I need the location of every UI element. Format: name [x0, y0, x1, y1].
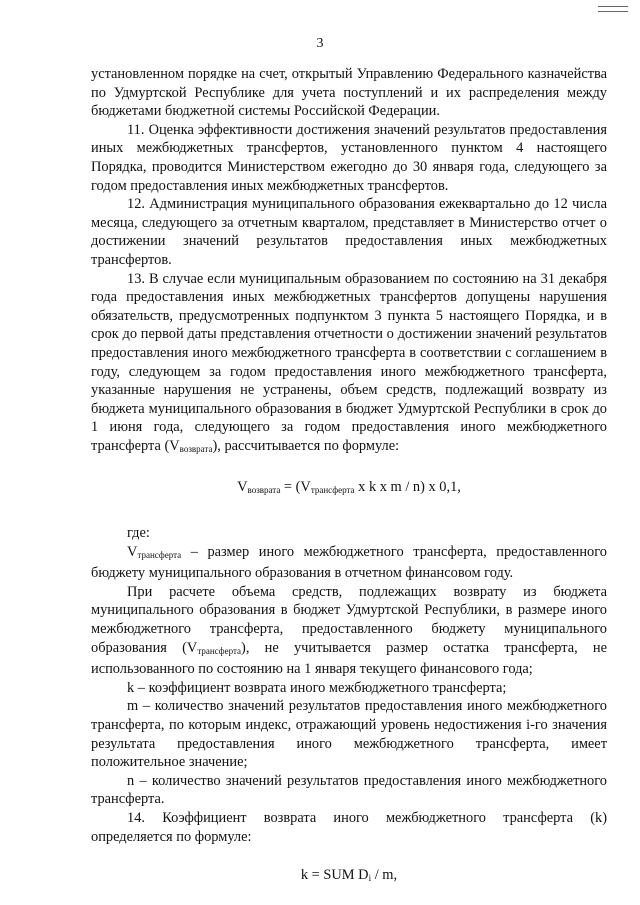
page-number: 3 — [316, 36, 324, 51]
paragraph-continuation: установленном порядке на счет, открытый Управлению Федерального казначейства по Удмуртской Республике для учета поступлений и их распределения между бюджетами бюджетной системы Российской Федерации. — [91, 66, 607, 120]
definition-m: m – количество значений результатов предоставления иного межбюджетного трансферта, по которым индекс, отражающий уровень недостижения i-го значения результата предоставления иного межбюджетного трансферта, имеет положительное значение; — [91, 698, 607, 771]
formula-eq: = (V — [280, 479, 311, 496]
paragraph-calculation-note — [91, 583, 607, 679]
paragraph-12: 12. Администрация муниципального образования ежеквартально до 12 числа месяца, следующего за отчетным кварталом, представляет в Министерство отчет о достижении значений результатов предоставления иных межбюджетных трансфертов. — [91, 196, 607, 268]
definition-k: k – коэффициент возврата иного межбюджетного трансферта; — [127, 679, 507, 696]
calc-text: При расчете объема средств, подлежащих возврату из бюджета муниципального образования в бюджет Удмуртской Республики, в размере иного межбюджетного трансферта, предоставленного бюджету муниципального образования (V — [91, 583, 607, 656]
definition-v-transfer: $V_{трансферта}$ – размер иного межбюджетного трансферта, предоставленного бюджету муниципального образования в отчетном финансовом году. — [91, 543, 607, 582]
paragraph-14: 14. Коэффициент возврата иного межбюджетного трансферта (k) определяется по формуле: — [91, 809, 607, 845]
scan-corner-mark — [598, 6, 628, 12]
subscript-return: возврата — [179, 443, 213, 454]
paragraph-13 — [91, 270, 607, 459]
formula-rest: x k x m / n) x 0,1, — [354, 479, 461, 496]
paragraph-13-tail: ), рассчитывается по формуле: — [212, 437, 400, 454]
calc-sub: трансферта — [197, 645, 242, 656]
formula-sub-return: возврата — [247, 485, 281, 496]
formula-return-volume — [91, 478, 607, 500]
paragraph-13-text: 13. В случае если муниципальным образованием по состоянию на 31 декабря года предоставления иных межбюджетных трансфертов допущены нарушения обязательств, предусмотренных подпунктом 3 пункта 5 настоящего Порядка, и в срок до первой даты представления отчетности о достижении значений результатов предоставления иного межбюджетного трансферта в соответствии с соглашением в году, следующем за годом предоставления иного межбюджетного трансферта, указанные нарушения не устранены, объем средств, подлежащий возврату из бюджета муниципального образования в бюджет Удмуртской Республики в срок до 1 июня года, следующего за годом предоставления иного межбюджетного трансферта (V — [91, 270, 607, 454]
definition-v-sub: трансферта — [137, 549, 182, 560]
definition-v-text: – размер иного межбюджетного трансферта, предоставленного бюджету муниципального образования в отчетном финансовом году. — [91, 543, 607, 582]
paragraph-11: 11. Оценка эффективности достижения значений результатов предоставления иных межбюджетных трансфертов, установленного пунктом 4 настоящего Порядка, проводится Министерством ежегодно до 30 января года, следующего за годом предоставления иных межбюджетных трансфертов. — [91, 121, 607, 194]
formula2-lhs: k = SUM D — [300, 867, 369, 884]
where-label: где: — [127, 525, 150, 542]
formula-k-coefficient — [91, 866, 607, 888]
document-body — [91, 65, 607, 888]
formula-sub-transfer: трансферта — [310, 485, 355, 496]
definition-n: n – количество значений результатов предоставления иного межбюджетного трансферта. — [91, 772, 607, 808]
formula2-sub-i: i — [368, 873, 372, 884]
formula-v: V — [237, 479, 248, 496]
calc-tail: ), не учитывается размер остатка трансферта, не использованного по состоянию на 1 января текущего финансового года; — [91, 639, 607, 678]
formula2-rhs: / m, — [371, 867, 398, 884]
